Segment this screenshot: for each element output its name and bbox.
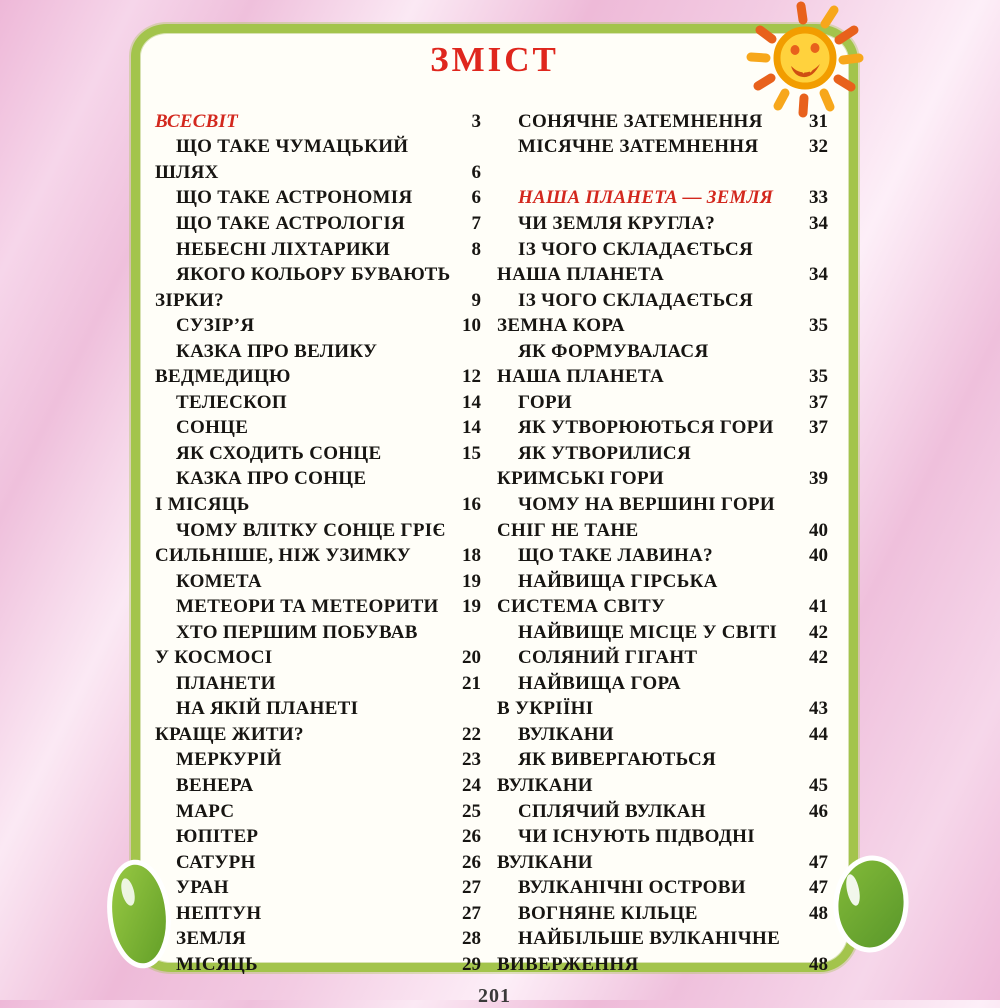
toc-row	[497, 390, 828, 416]
toc-row	[497, 748, 828, 774]
toc-entry-text: ЯКОГО КОЛЬОРУ БУВАЮТЬ	[176, 264, 451, 286]
toc-entry-text: КАЗКА ПРО СОНЦЕ	[176, 468, 367, 490]
toc-spacer	[497, 160, 828, 186]
toc-row	[497, 671, 828, 697]
toc-entry-text: У КОСМОСІ	[155, 647, 273, 669]
toc-row	[155, 927, 481, 953]
toc-entry-page: 34	[809, 212, 828, 234]
toc-entry-text: ЧОМУ НА ВЕРШИНІ ГОРИ	[518, 493, 775, 515]
toc-entry-page: 31	[809, 110, 828, 132]
toc-row	[497, 364, 828, 390]
toc-row	[155, 850, 481, 876]
toc-row	[497, 850, 828, 876]
toc-row	[497, 416, 828, 442]
toc-entry-page: 9	[471, 289, 481, 311]
toc-column-right	[497, 109, 828, 978]
toc-entry-page: 12	[462, 366, 481, 388]
toc-entry-text: ЩО ТАКЕ АСТРОНОМІЯ	[176, 187, 413, 209]
toc-entry-text: ВУЛКАНИ	[518, 723, 614, 745]
toc-entry-text: ЩО ТАКЕ ЛАВИНА?	[518, 545, 713, 567]
toc-entry-text: КРАЩЕ ЖИТИ?	[155, 723, 304, 745]
toc-entry-text: КРИМСЬКІ ГОРИ	[497, 468, 664, 490]
toc-row	[497, 901, 828, 927]
toc-entry-page: 19	[462, 570, 481, 592]
toc-entry-text: ВИВЕРЖЕННЯ	[497, 953, 639, 975]
toc-entry-text: ШЛЯХ	[155, 161, 219, 183]
toc-entry-page: 19	[462, 596, 481, 618]
toc-row	[155, 952, 481, 978]
toc-row	[497, 543, 828, 569]
toc-entry-page: 37	[809, 391, 828, 413]
toc-row	[155, 364, 481, 390]
toc-entry-page: 16	[462, 493, 481, 515]
toc-row	[497, 773, 828, 799]
toc-row	[155, 824, 481, 850]
toc-row	[497, 262, 828, 288]
toc-entry-text: НАЙВИЩА ГІРСЬКА	[518, 570, 718, 592]
toc-entry-page: 20	[462, 647, 481, 669]
toc-row	[155, 697, 481, 723]
toc-entry-text: ЯК УТВОРЮЮТЬСЯ ГОРИ	[518, 417, 774, 439]
toc-entry-page: 39	[809, 468, 828, 490]
toc-entry-text: НАША ПЛАНЕТА	[497, 264, 664, 286]
toc-entry-page: 25	[462, 800, 481, 822]
toc-entry-text: СИСТЕМА СВІТУ	[497, 596, 666, 618]
toc-entry-page: 29	[462, 953, 481, 975]
toc-entry-text: ЯК СХОДИТЬ СОНЦЕ	[176, 442, 382, 464]
toc-entry-page: 37	[809, 417, 828, 439]
toc-entry-text: НАША ПЛАНЕТА	[497, 366, 664, 388]
toc-entry-page: 27	[462, 902, 481, 924]
toc-entry-text: ЧОМУ ВЛІТКУ СОНЦЕ ГРІЄ	[176, 519, 446, 541]
toc-entry-text: ВУЛКАНИ	[497, 851, 593, 873]
page-title: ЗМІСТ	[430, 40, 559, 79]
toc-row	[497, 620, 828, 646]
toc-row	[155, 237, 481, 263]
toc-entry-text: ВСЕСВІТ	[155, 110, 238, 132]
toc-row	[497, 492, 828, 518]
toc-entry-text: СОНЦЕ	[176, 417, 249, 439]
toc-entry-page: 34	[809, 264, 828, 286]
toc-entry-text: МЕРКУРІЙ	[176, 749, 282, 771]
toc-entry-text: МІСЯЧНЕ ЗАТЕМНЕННЯ	[518, 136, 759, 158]
toc-entry-text: ЗІРКИ?	[155, 289, 224, 311]
toc-entry-text: НАЙБІЛЬШЕ ВУЛКАНІЧНЕ	[518, 928, 781, 950]
toc-entry-page: 14	[462, 417, 481, 439]
toc-entry-page: 27	[462, 877, 481, 899]
toc-row	[155, 262, 481, 288]
toc-row	[497, 211, 828, 237]
toc-entry-text: КАЗКА ПРО ВЕЛИКУ	[176, 340, 378, 362]
toc-entry-page: 22	[462, 723, 481, 745]
toc-entry-text: ГОРИ	[518, 391, 572, 413]
toc-entry-text: ХТО ПЕРШИМ ПОБУВАВ	[176, 621, 418, 643]
toc-entry-text: ІЗ ЧОГО СКЛАДАЄТЬСЯ	[518, 238, 753, 260]
toc-entry-page: 44	[809, 723, 828, 745]
toc-entry-page: 48	[809, 902, 828, 924]
toc-entry-text: НАЙВИЩЕ МІСЦЕ У СВІТІ	[518, 621, 778, 643]
toc-row	[155, 799, 481, 825]
toc-entry-page: 18	[462, 545, 481, 567]
toc-entry-text: СОНЯЧНЕ ЗАТЕМНЕННЯ	[518, 110, 763, 132]
toc-entry-page: 32	[809, 136, 828, 158]
toc-entry-text: НА ЯКІЙ ПЛАНЕТІ	[176, 698, 359, 720]
toc-entry-text: СУЗІР’Я	[176, 315, 255, 337]
toc-row	[497, 927, 828, 953]
toc-entry-page: 23	[462, 749, 481, 771]
toc-entry-text: МЕТЕОРИ ТА МЕТЕОРИТИ	[176, 596, 439, 618]
green-berry-right-icon	[830, 852, 912, 956]
toc-row	[155, 773, 481, 799]
toc-entry-page: 26	[462, 851, 481, 873]
toc-row	[497, 824, 828, 850]
toc-row	[155, 748, 481, 774]
toc-entry-page: 8	[471, 238, 481, 260]
toc-entry-text: ІЗ ЧОГО СКЛАДАЄТЬСЯ	[518, 289, 753, 311]
toc-entry-text: СПЛЯЧИЙ ВУЛКАН	[518, 800, 706, 822]
toc-row	[497, 467, 828, 493]
toc-entry-page: 10	[462, 315, 481, 337]
toc-entry-text: ВОГНЯНЕ КІЛЬЦЕ	[518, 902, 698, 924]
toc-entry-text: НАША ПЛАНЕТА — ЗЕМЛЯ	[518, 187, 774, 209]
toc-row	[155, 160, 481, 186]
toc-entry-text: УРАН	[176, 877, 229, 899]
toc-column-left	[155, 109, 481, 978]
toc-row	[497, 722, 828, 748]
toc-entry-text: ВЕНЕРА	[176, 774, 254, 796]
toc-row	[155, 186, 481, 212]
toc-row	[497, 645, 828, 671]
toc-row	[155, 671, 481, 697]
toc-row	[497, 109, 828, 135]
toc-entry-text: НЕБЕСНІ ЛІХТАРИКИ	[176, 238, 391, 260]
toc-entry-text: МАРС	[176, 800, 235, 822]
toc-row	[155, 211, 481, 237]
toc-row	[497, 594, 828, 620]
toc-row	[497, 186, 828, 212]
toc-row	[155, 313, 481, 339]
toc-entry-text: СНІГ НЕ ТАНЕ	[497, 519, 639, 541]
toc-entry-page: 21	[462, 672, 481, 694]
toc-entry-text: ЮПІТЕР	[176, 826, 259, 848]
toc-entry-page: 47	[809, 851, 828, 873]
toc-row	[155, 620, 481, 646]
toc-entry-text: КОМЕТА	[176, 570, 262, 592]
toc-entry-text: ВУЛКАНІЧНІ ОСТРОВИ	[518, 877, 746, 899]
toc-row	[497, 288, 828, 314]
toc-entry-page: 42	[809, 621, 828, 643]
toc-row	[155, 543, 481, 569]
toc-entry-text: ЩО ТАКЕ ЧУМАЦЬКИЙ	[176, 136, 409, 158]
toc-entry-text: ЯК ФОРМУВАЛАСЯ	[518, 340, 709, 362]
toc-row	[497, 952, 828, 978]
toc-entry-text: СОЛЯНИЙ ГІГАНТ	[518, 647, 698, 669]
toc-entry-text: ВЕДМЕДИЦЮ	[155, 366, 291, 388]
toc-entry-page: 46	[809, 800, 828, 822]
toc-row	[497, 799, 828, 825]
toc-entry-page: 7	[471, 212, 481, 234]
toc-entry-text: ПЛАНЕТИ	[176, 672, 276, 694]
toc-entry-text: ЯК ВИВЕРГАЮТЬСЯ	[518, 749, 717, 771]
toc-row	[155, 441, 481, 467]
toc-entry-text: ЧИ ІСНУЮТЬ ПІДВОДНІ	[518, 826, 755, 848]
toc-row	[155, 901, 481, 927]
toc-entry-page: 42	[809, 647, 828, 669]
toc-row	[155, 594, 481, 620]
toc-row	[497, 518, 828, 544]
toc-row	[155, 390, 481, 416]
toc-entry-text: І МІСЯЦЬ	[155, 493, 250, 515]
toc-row	[155, 135, 481, 161]
toc-entry-page: 15	[462, 442, 481, 464]
toc-row	[155, 518, 481, 544]
toc-entry-page: 35	[809, 366, 828, 388]
toc-entry-page: 40	[809, 545, 828, 567]
toc-row	[155, 109, 481, 135]
toc-row	[497, 135, 828, 161]
toc-entry-page: 14	[462, 391, 481, 413]
toc-row	[155, 288, 481, 314]
toc-entry-page: 45	[809, 774, 828, 796]
toc-entry-page: 3	[471, 110, 481, 132]
toc-entry-page: 33	[809, 187, 828, 209]
footer-page-number: 201	[478, 985, 511, 1007]
toc-entry-text: НЕПТУН	[176, 902, 262, 924]
toc-entry-text: СИЛЬНІШЕ, НІЖ УЗИМКУ	[155, 545, 411, 567]
toc-row	[497, 441, 828, 467]
toc-row	[497, 875, 828, 901]
toc-entry-page: 28	[462, 928, 481, 950]
toc-entry-text: ЩО ТАКЕ АСТРОЛОГІЯ	[176, 212, 406, 234]
toc-entry-page: 40	[809, 519, 828, 541]
toc-entry-text: ВУЛКАНИ	[497, 774, 593, 796]
toc-entry-page: 26	[462, 826, 481, 848]
toc-entry-page: 35	[809, 315, 828, 337]
toc-row	[155, 339, 481, 365]
toc-row	[497, 339, 828, 365]
toc-entry-page: 24	[462, 774, 481, 796]
toc-entry-page: 6	[471, 161, 481, 183]
toc-row	[497, 697, 828, 723]
toc-entry-text: ЗЕМНА КОРА	[497, 315, 625, 337]
toc-row	[155, 569, 481, 595]
toc-entry-text: МІСЯЦЬ	[176, 953, 258, 975]
toc-row	[155, 416, 481, 442]
toc-entry-text: ЗЕМЛЯ	[176, 928, 247, 950]
toc-entry-text: ЧИ ЗЕМЛЯ КРУГЛА?	[518, 212, 715, 234]
toc-entry-page: 48	[809, 953, 828, 975]
toc-row	[155, 722, 481, 748]
sun-icon	[741, 0, 873, 122]
toc-entry-page: 47	[809, 877, 828, 899]
toc-entry-page: 6	[471, 187, 481, 209]
toc-row	[155, 492, 481, 518]
toc-row	[497, 313, 828, 339]
toc-entry-text: САТУРН	[176, 851, 256, 873]
toc-entry-text: ТЕЛЕСКОП	[176, 391, 287, 413]
toc-row	[155, 467, 481, 493]
toc-entry-text: В УКРІЇНІ	[497, 698, 594, 720]
toc-row	[155, 875, 481, 901]
toc-row	[497, 237, 828, 263]
toc-entry-text: ЯК УТВОРИЛИСЯ	[518, 442, 691, 464]
toc-entry-page: 43	[809, 698, 828, 720]
toc-entry-text: НАЙВИЩА ГОРА	[518, 672, 681, 694]
toc-entry-page: 41	[809, 596, 828, 618]
toc-row	[497, 569, 828, 595]
toc-row	[155, 645, 481, 671]
